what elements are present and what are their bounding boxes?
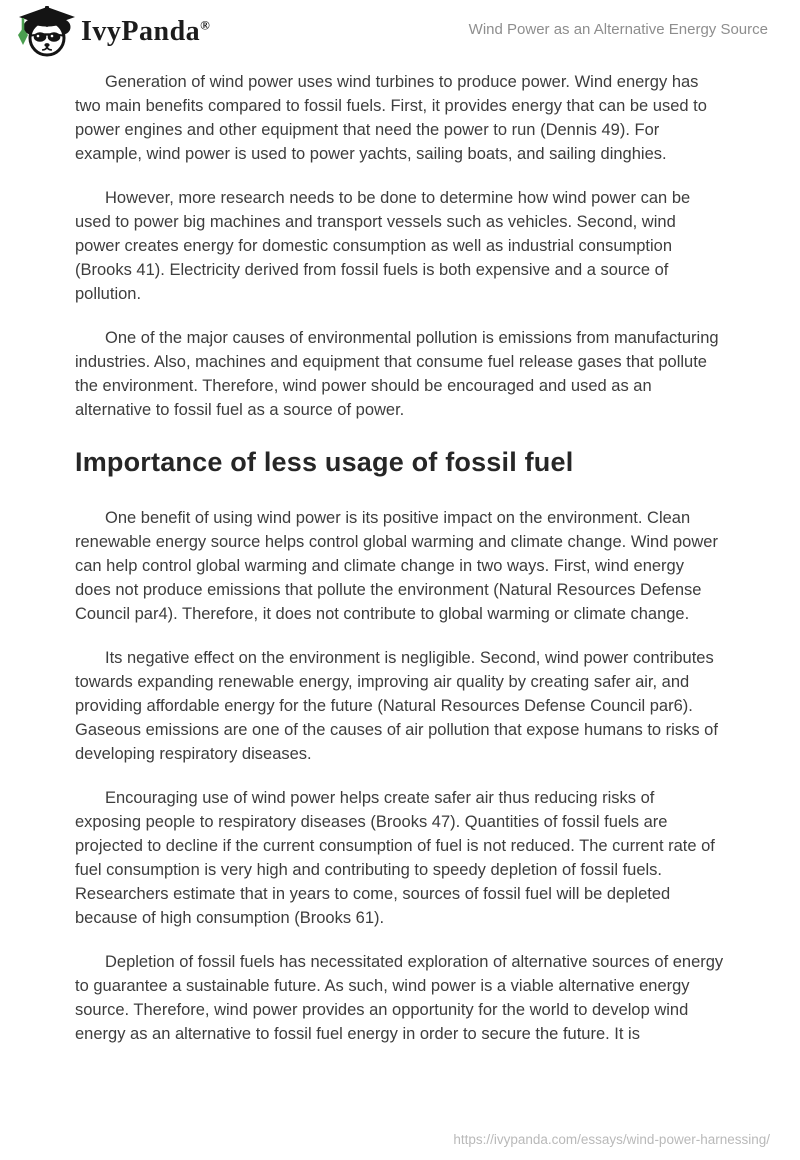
panda-graduation-cap-icon xyxy=(14,6,76,58)
registered-trademark-symbol: ® xyxy=(200,17,211,33)
paragraph: One of the major causes of environmental pollution is emissions from manufacturing industries. Also, machines and equipment that consume fuel release gases that pollute the environment. Therefore, wind power should be encouraged and used as an alternative to fossil fuel as a source of power. xyxy=(75,329,719,419)
paragraph: One benefit of using wind power is its positive impact on the environment. Clean renewable energy source helps control global warming and climate change. Wind power can help control global warming and climate change in two ways. First, wind energy does not produce emissions that pollute the environment (Natural Resources Defense Council par4). Therefore, it does not contribute to global warming or climate change. xyxy=(75,509,718,623)
paragraph: Generation of wind power uses wind turbines to produce power. Wind energy has two main benefits compared to fossil fuels. First, it provides energy that can be used to power engines and other equipment that need the power to run (Dennis 49). For example, wind power is used to power yachts, sailing boats, and sailing dinghies. xyxy=(75,73,707,163)
paragraph: However, more research needs to be done to determine how wind power can be used to power big machines and transport vessels such as vehicles. Second, wind power creates energy for domestic consumption as well as industrial consumption (Brooks 41). Electricity derived from fossil fuels is both expensive and a source of pollution. xyxy=(75,189,691,303)
page-header xyxy=(0,0,800,64)
document-title: Wind Power as an Alternative Energy Source xyxy=(468,21,768,38)
logo-wordmark: IvyPanda® xyxy=(81,16,211,47)
essay-body xyxy=(0,64,800,1046)
section-heading: Importance of less usage of fossil fuel xyxy=(75,447,574,477)
paragraph: Encouraging use of wind power helps create safer air thus reducing risks of exposing people to respiratory diseases (Brooks 47). Quantities of fossil fuels are projected to decline if the current consumption of fuel is not reduced. The current rate of fuel consumption is very high and contributing to speedy depletion of fossil fuels. Researchers estimate that in years to come, sources of fossil fuel will be depleted because of high consumption (Brooks 61). xyxy=(75,789,715,927)
paragraph: Its negative effect on the environment is negligible. Second, wind power contributes towards expanding renewable energy, improving air quality by creating safer air, and providing affordable energy for the future (Natural Resources Defense Council par6). Gaseous emissions are one of the causes of air pollution that expose humans to risks of developing respiratory diseases. xyxy=(75,649,718,763)
ivypanda-logo[interactable] xyxy=(14,6,210,58)
source-url-link[interactable]: https://ivypanda.com/essays/wind-power-harnessing/ xyxy=(453,1132,770,1147)
paragraph: Depletion of fossil fuels has necessitated exploration of alternative sources of energy to guarantee a sustainable future. As such, wind power is a viable alternative energy source. Therefore, wind power provides an opportunity for the world to develop wind energy as an alternative to fossil fuel energy in order to secure the future. It is xyxy=(75,953,724,1043)
